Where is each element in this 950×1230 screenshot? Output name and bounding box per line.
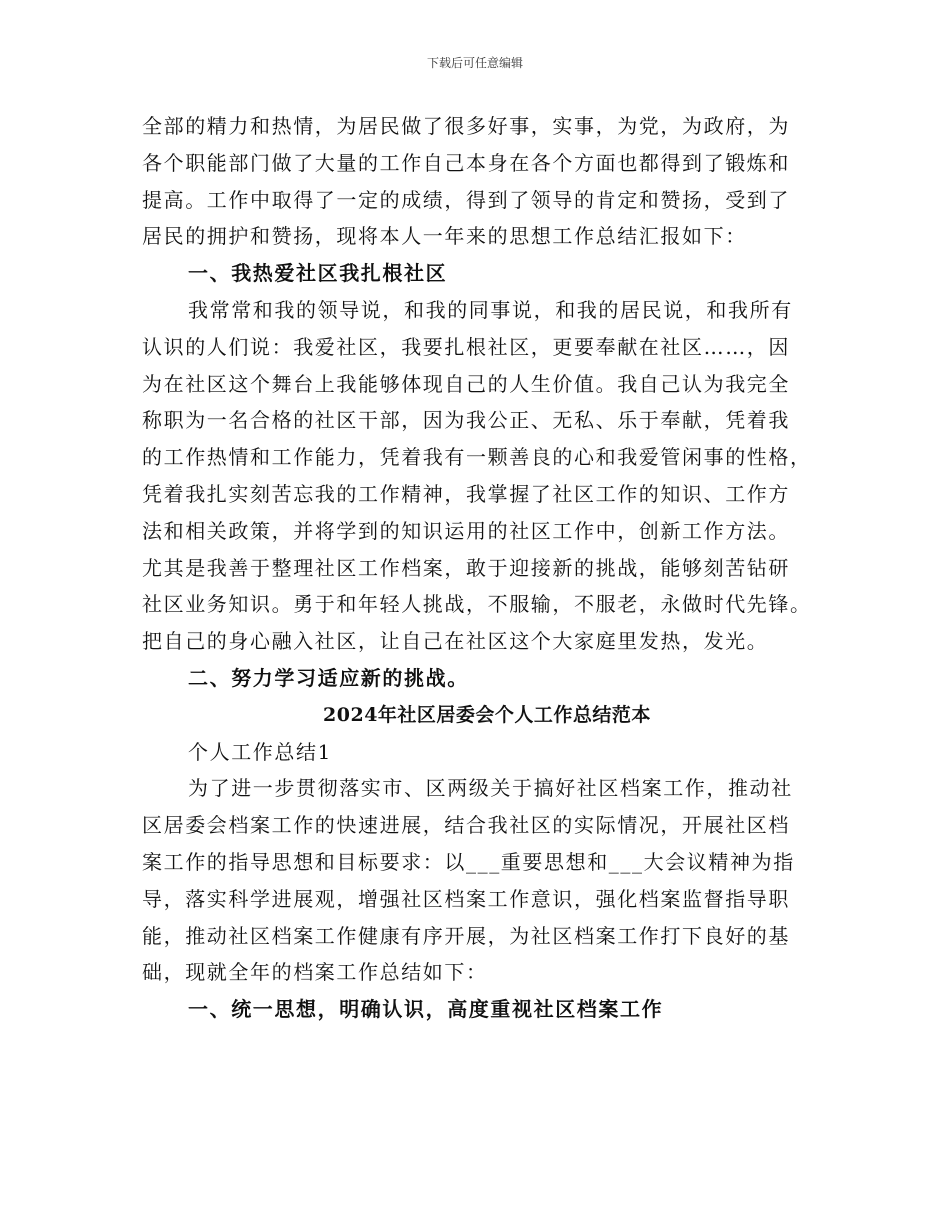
paragraph-line: 础，现就全年的档案工作总结如下： [142,960,488,985]
paragraph-line: 个人工作总结1 [188,739,332,764]
paragraph-line: 为了进一步贯彻落实市、区两级关于搞好社区档案工作，推动社 [188,776,793,801]
document-body [142,108,832,1028]
section-heading: 一、统一思想，明确认识，高度重视社区档案工作 [188,997,664,1022]
paragraph-line: 法和相关政策，并将学到的知识运用的社区工作中，创新工作方法。 [142,518,790,543]
paragraph-line: 提高。工作中取得了一定的成绩，得到了领导的肯定和赞扬，受到了 [142,187,790,212]
paragraph-line: 区居委会档案工作的快速进展，结合我社区的实际情况，开展社区档 [142,813,790,838]
paragraph-line: 称职为一名合格的社区干部，因为我公正、无私、乐于奉献，凭着我 [142,408,790,433]
paragraph-line: 为在社区这个舞台上我能够体现自己的人生价值。我自己认为我完全 [142,371,790,396]
paragraph-line: 社区业务知识。勇于和年轻人挑战，不服输，不服老，永做时代先锋。 [142,592,812,617]
paragraph-line: 全部的精力和热情，为居民做了很多好事，实事，为党，为政府，为 [142,114,790,138]
paragraph-line: 凭着我扎实刻苦忘我的工作精神，我掌握了社区工作的知识、工作方 [142,481,790,506]
paragraph-line: 案工作的指导思想和目标要求：以___重要思想和___大会议精神为指 [142,849,795,874]
paragraph-line: 我常常和我的领导说，和我的同事说，和我的居民说，和我所有 [188,297,793,322]
section-heading: 二、努力学习适应新的挑战。 [188,665,469,690]
paragraph-line: 居民的拥护和赞扬，现将本人一年来的思想工作总结汇报如下： [142,224,747,249]
paragraph-line: 能，推动社区档案工作健康有序开展，为社区档案工作打下良好的基 [142,923,790,948]
paragraph-line: 各个职能部门做了大量的工作自己本身在各个方面也都得到了锻炼和 [142,150,790,175]
paragraph-line: 的工作热情和工作能力，凭着我有一颗善良的心和我爱管闲事的性格， [142,445,812,470]
paragraph-line: 导，落实科学进展观，增强社区档案工作意识，强化档案监督指导职 [142,886,790,911]
section-heading: 一、我热爱社区我扎根社区 [188,261,448,286]
document-title: 2024年社区居委会个人工作总结范本 [323,703,651,726]
header-note: 下载后可任意编辑 [426,56,523,70]
paragraph-line: 认识的人们说：我爱社区，我要扎根社区，更要奉献在社区……，因 [142,334,790,359]
paragraph-line: 尤其是我善于整理社区工作档案，敢于迎接新的挑战，能够刻苦钻研 [142,555,790,580]
paragraph-line: 把自己的身心融入社区，让自己在社区这个大家庭里发热，发光。 [142,629,769,654]
